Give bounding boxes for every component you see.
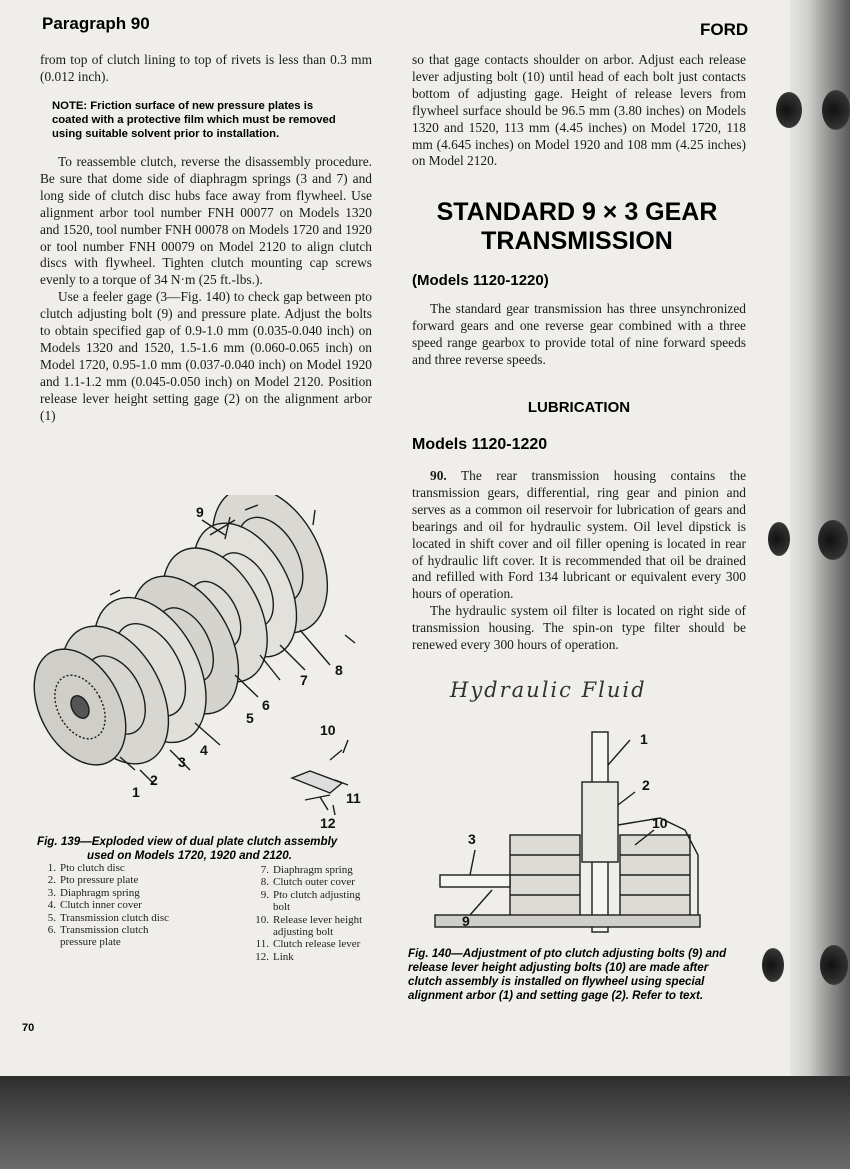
legend-item-number: 12. [255, 950, 269, 963]
body-left [40, 154, 372, 425]
legend-item-number: 2. [47, 874, 56, 887]
legend-item-number: 7. [260, 864, 269, 876]
models-subheading: Models 1120-1220 [412, 436, 548, 453]
legend-item-number: 5. [47, 911, 56, 924]
fig139-callout-2: 2 [150, 772, 158, 788]
legend-item-number: 1. [47, 862, 56, 874]
punch-hole-bottom [762, 948, 784, 982]
fig140-adjustment-diagram [430, 720, 740, 940]
legend-item-text: Clutch outer cover [273, 876, 355, 889]
legend-item [32, 862, 172, 874]
legend-item [245, 876, 375, 888]
section-title: STANDARD 9 × 3 GEAR TRANSMISSION [436, 198, 718, 255]
punch-hole-mid-right [818, 520, 848, 560]
fig139-callout-8: 8 [335, 662, 343, 678]
legend-item-number: 6. [47, 924, 56, 937]
fig140-caption: Fig. 140—Adjustment of pto clutch adjusting bolts (9) and release lever height adjusting bolts (10) are made after clutch assembly is installed on flywheel using special alignment arbor (1) and setting gage (2). Refer to text. [408, 947, 727, 1002]
fig139-legend-right [245, 864, 375, 963]
paragraph-feeler-gage: Use a feeler gage (3—Fig. 140) to check gap between pto clutch adjusting bolt (9) and pressure plate. Adjust the bolts to obtain specified gap of 0.9-1.0 mm (0.035-0.040 inch) on Models 1320 and 1520, 1.5-1.6 mm (0.060-0.065 inch) on Model 1720, 0.95-1.0 mm (0.037-0.040 inch) on Model 1920 and 1.1-1.2 mm (0.045-0.050 inch) on Model 2120. Position release lever height setting gage (2) on the alignment arbor (1) [40, 289, 372, 423]
punch-hole-bottom-right [820, 945, 848, 985]
paragraph-reassemble: To reassemble clutch, reverse the disassembly procedure. Be sure that dome side of diaphragm springs (3 and 7) and long side of clutch disc hubs face away from flywheel. Use alignment arbor tool number FNH 00077 on Models 1320 and 1520, tool number FNH 00078 on Models 1720 and 1920 or tool number FNH 00079 on Model 2120 to align clutch discs with flywheel. Tighten clutch mounting cap screws evenly to a torque of 34 N·m (25 ft.-lbs.). [40, 154, 372, 288]
legend-item [245, 951, 375, 963]
legend-item-number: 11. [255, 938, 269, 951]
fig139-caption [37, 835, 377, 863]
legend-item-number: 9. [260, 888, 269, 901]
legend-item-text: Clutch release lever [273, 938, 361, 951]
legend-item [32, 887, 172, 899]
punch-hole-mid [768, 522, 790, 556]
paragraph-number: 90. [430, 468, 447, 483]
fig140-callout-10: 10 [652, 815, 668, 831]
legend-item-text: Transmission clutch disc [60, 911, 169, 924]
fig139-callout-9: 9 [196, 504, 204, 520]
legend-item-text: Pto clutch adjusting bolt [273, 888, 361, 914]
fig139-callout-10: 10 [320, 722, 336, 738]
legend-item-number: 8. [260, 876, 269, 889]
legend-item-text: Release lever height adjusting bolt [273, 913, 363, 939]
fig139-callout-3: 3 [178, 754, 186, 770]
paragraph-standard: The standard gear transmission has three unsynchronized forward gears and one reverse gear combined with a three speed range gearbox to provide total of nine forward speeds and three reverse speeds. [412, 301, 746, 367]
punch-hole-top [776, 92, 802, 128]
fig140-callout-3: 3 [468, 831, 476, 847]
header-paragraph: Paragraph 90 [42, 14, 150, 33]
lubrication-heading: LUBRICATION [527, 399, 631, 416]
legend-item-text: Clutch inner cover [60, 899, 142, 912]
lubrication-text [412, 468, 746, 654]
legend-item-text: Diaphragm spring [273, 864, 353, 876]
fig139-exploded-view [30, 495, 375, 830]
intro-text: from top of clutch lining to top of rivets is less than 0.3 mm (0.012 inch). [40, 52, 372, 84]
fig139-callout-11: 11 [346, 790, 361, 806]
legend-item-text: Link [273, 950, 294, 963]
fig139-callout-1: 1 [132, 784, 140, 800]
legend-item [245, 914, 375, 939]
bottom-shadow [0, 1076, 850, 1169]
legend-item [32, 924, 172, 949]
paragraph-90: The rear transmission housing contains the transmission gears, differential, ring gear and pinion and serves as a common oil reservoir for lubrication of gears and bearings and oil for hydraulic system. Oil level dipstick is located in shift cover and oil filler opening is located in rear of hydraulic lift cover. It is recommended that oil be drained and refilled with Ford 134 lubricant or equivalent every 300 hours of operation. [412, 468, 747, 602]
legend-item [32, 874, 172, 886]
page-number: 70 [22, 1022, 35, 1034]
legend-item-text: Diaphragm spring [60, 886, 140, 899]
legend-item [245, 938, 375, 950]
fig139-legend-left [32, 862, 172, 949]
legend-item-text: Transmission clutch pressure plate [60, 924, 149, 949]
legend-item [32, 899, 172, 911]
fig139-callout-6: 6 [262, 697, 270, 713]
legend-item [245, 864, 375, 876]
fig139-caption-line2: used on Models 1720, 1920 and 2120. [87, 849, 292, 862]
handwritten-note: Hydraulic Fluid [450, 678, 647, 702]
paragraph-filter: The hydraulic system oil filter is located on right side of transmission housing. The spin-on type filter should be renewed every 300 hours of operation. [412, 603, 746, 653]
fig139-callout-4: 4 [200, 742, 208, 758]
legend-item-number: 3. [47, 886, 56, 899]
fig139-callout-5: 5 [246, 710, 254, 726]
legend-item [32, 912, 172, 924]
note-text: NOTE: Friction surface of new pressure plates is coated with a protective film which must be removed using suitable solvent prior to installation. [52, 100, 336, 140]
right-continued-text: so that gage contacts shoulder on arbor. Adjust each release lever adjusting bolt (10) until head of each bolt just contacts bottom of adjusting gage. Height of release levers from flywheel surface should be 96.5 mm (3.80 inches) on Models 1320 and 1520, 113 mm (4.45 inches) on Model 1720, 118 mm (4.645 inches) on Model 1920 and 108 mm (4.25 inches) on Model 2120. [412, 52, 746, 169]
fig140-callout-2: 2 [642, 777, 650, 793]
legend-item [245, 889, 375, 914]
fig139-callout-7: 7 [300, 672, 308, 688]
legend-item-number: 4. [47, 899, 56, 912]
fig140-callout-1: 1 [640, 731, 648, 747]
legend-item-text: Pto clutch disc [60, 862, 125, 874]
legend-item-number: 10. [255, 913, 269, 926]
header-brand: FORD [700, 20, 749, 39]
fig140-callout-9: 9 [462, 913, 470, 929]
legend-item-text: Pto pressure plate [60, 874, 139, 887]
standard-transmission-text [412, 301, 746, 369]
models-heading: (Models 1120-1220) [412, 272, 549, 289]
fig139-caption-line1: Fig. 139—Exploded view of dual plate clutch assembly [37, 835, 338, 848]
punch-hole-top-right [822, 90, 850, 130]
fig139-callout-12: 12 [320, 815, 336, 830]
